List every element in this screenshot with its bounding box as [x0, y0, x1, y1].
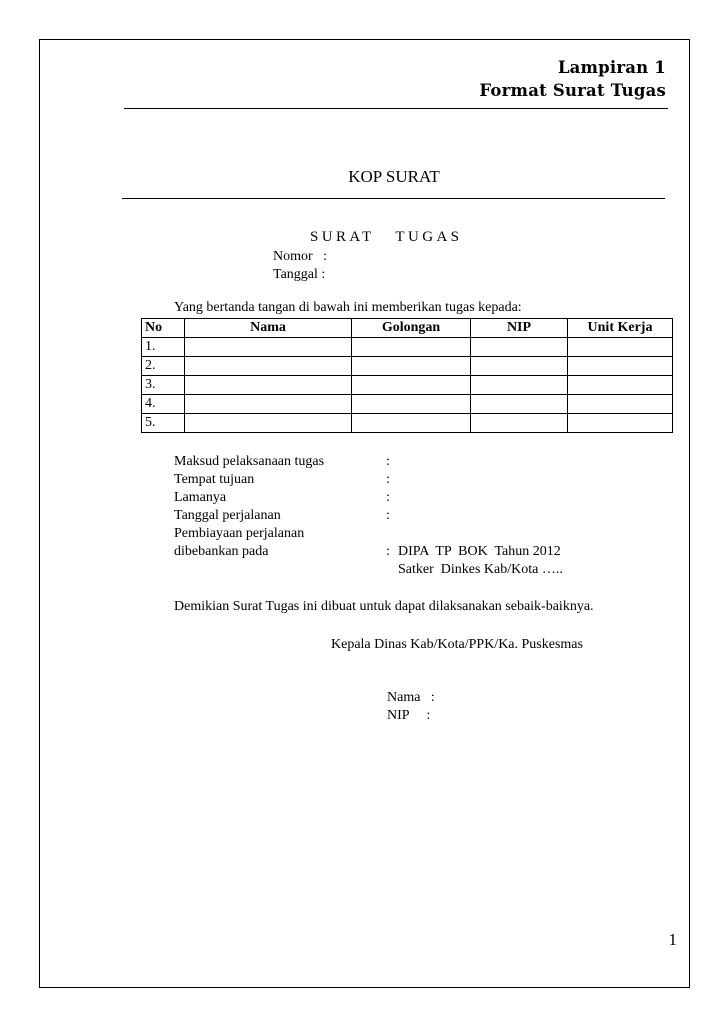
- document-title: SURAT TUGAS: [310, 229, 463, 245]
- cell-unit-kerja: [568, 338, 673, 357]
- cell-golongan: [352, 414, 471, 433]
- tanggal-perjalanan-colon: :: [386, 508, 390, 523]
- cell-unit-kerja: [568, 357, 673, 376]
- cell-nip: [471, 414, 568, 433]
- row-number: 2.: [142, 357, 185, 376]
- cell-nip: [471, 395, 568, 414]
- cell-nip: [471, 357, 568, 376]
- cell-golongan: [352, 395, 471, 414]
- column-header-nip: NIP: [471, 319, 568, 338]
- table-row: [142, 414, 673, 433]
- maksud-colon: :: [386, 454, 390, 469]
- table-header-row: [142, 319, 673, 338]
- nip-label: NIP :: [387, 708, 431, 723]
- cell-unit-kerja: [568, 376, 673, 395]
- row-number: 5.: [142, 414, 185, 433]
- table-row: [142, 357, 673, 376]
- cell-nama: [185, 414, 352, 433]
- satker-value: Satker Dinkes Kab/Kota …..: [398, 562, 563, 577]
- page-number: 1: [668, 930, 677, 949]
- attachment-label: Lampiran 1: [557, 58, 666, 77]
- dipa-value: DIPA TP BOK Tahun 2012: [398, 544, 561, 559]
- attachment-title: Format Surat Tugas: [479, 81, 666, 100]
- cell-nama: [185, 395, 352, 414]
- column-header-no: No: [142, 319, 185, 338]
- header-divider: [124, 108, 668, 109]
- dibebankan-label: dibebankan pada: [174, 544, 269, 559]
- cell-nama: [185, 338, 352, 357]
- intro-text: Yang bertanda tangan di bawah ini memberikan tugas kepada:: [174, 300, 522, 315]
- cell-golongan: [352, 376, 471, 395]
- cell-nama: [185, 357, 352, 376]
- letterhead-placeholder: KOP SURAT: [348, 167, 440, 186]
- row-number: 1.: [142, 338, 185, 357]
- nama-label: Nama :: [387, 690, 435, 705]
- lamanya-colon: :: [386, 490, 390, 505]
- cell-unit-kerja: [568, 395, 673, 414]
- nomor-label: Nomor :: [273, 249, 328, 264]
- column-header-nama: Nama: [185, 319, 352, 338]
- cell-unit-kerja: [568, 414, 673, 433]
- table-row: [142, 395, 673, 414]
- signer-title: Kepala Dinas Kab/Kota/PPK/Ka. Puskesmas: [331, 637, 583, 652]
- pembiayaan-label: Pembiayaan perjalanan: [174, 526, 305, 541]
- tanggal-label: Tanggal :: [273, 267, 326, 282]
- column-header-unit-kerja: Unit Kerja: [568, 319, 673, 338]
- cell-golongan: [352, 357, 471, 376]
- row-number: 3.: [142, 376, 185, 395]
- closing-statement: Demikian Surat Tugas ini dibuat untuk dapat dilaksanakan sebaik-baiknya.: [174, 599, 594, 614]
- tempat-label: Tempat tujuan: [174, 472, 255, 487]
- column-header-golongan: Golongan: [352, 319, 471, 338]
- letterhead-divider: [122, 198, 665, 199]
- lamanya-label: Lamanya: [174, 490, 227, 505]
- table-row: [142, 376, 673, 395]
- cell-nip: [471, 338, 568, 357]
- maksud-label: Maksud pelaksanaan tugas: [174, 454, 325, 469]
- cell-nip: [471, 376, 568, 395]
- tanggal-perjalanan-label: Tanggal perjalanan: [174, 508, 281, 523]
- table-row: [142, 338, 673, 357]
- dibebankan-colon: :: [386, 544, 390, 559]
- tempat-colon: :: [386, 472, 390, 487]
- row-number: 4.: [142, 395, 185, 414]
- assignee-table: [141, 318, 673, 433]
- cell-nama: [185, 376, 352, 395]
- cell-golongan: [352, 338, 471, 357]
